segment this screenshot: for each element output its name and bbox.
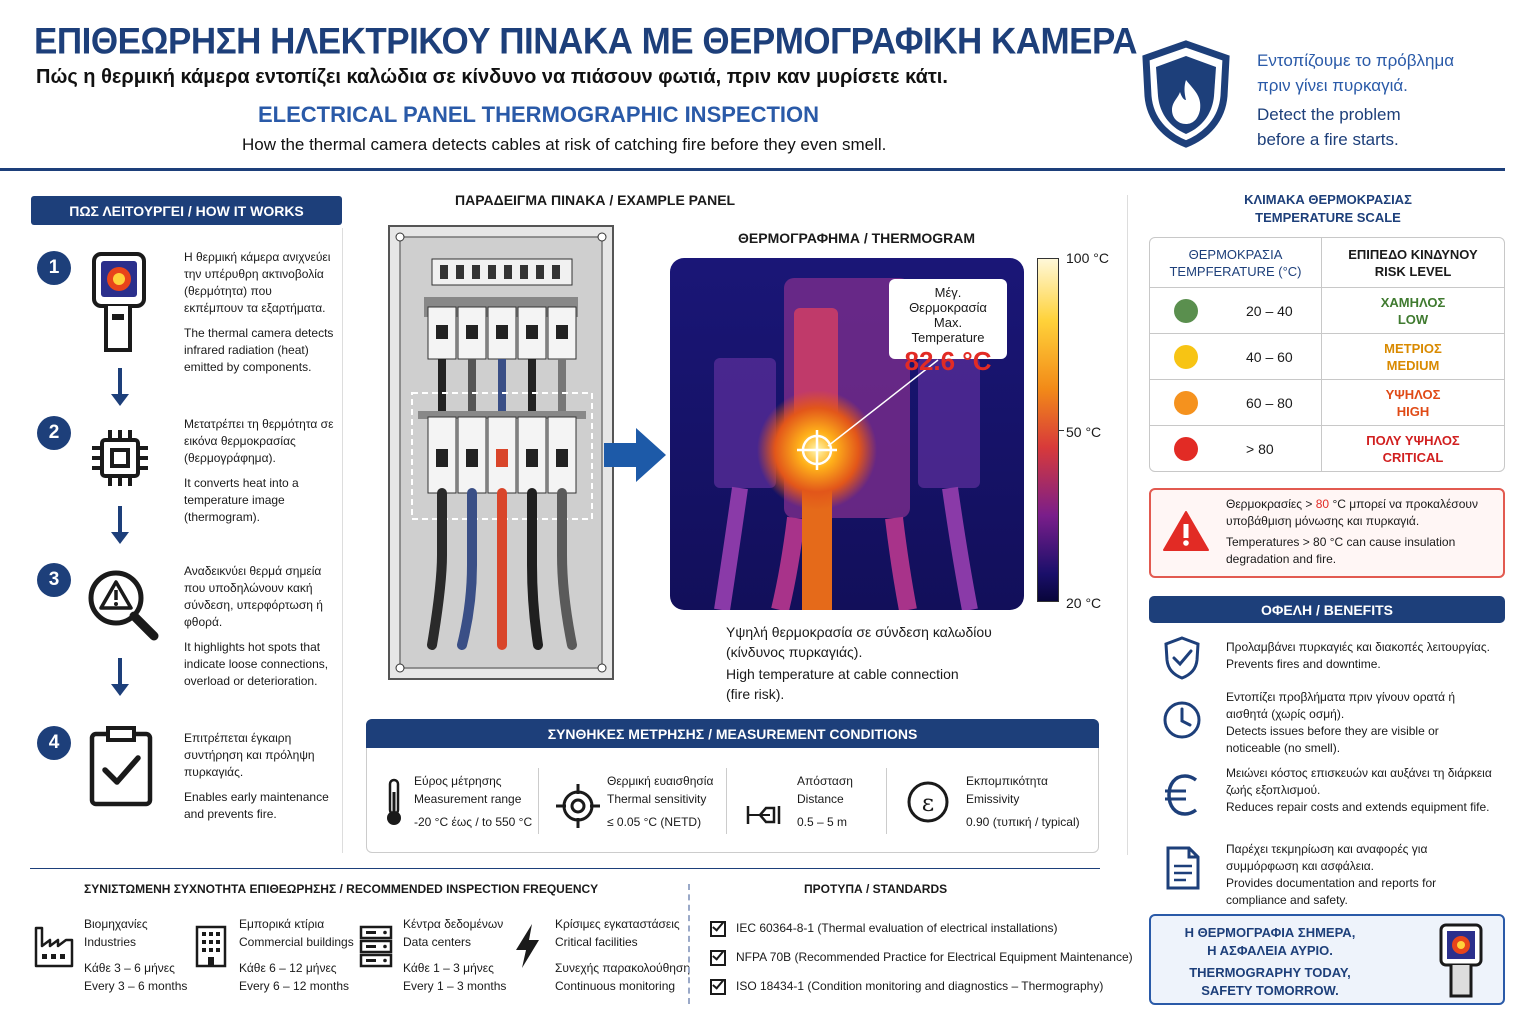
- scale-col-temp-en: TEMPFERATURE (°C): [1169, 264, 1302, 279]
- slogan-gr-2: Η ΑΣΦΑΛΕΙΑ ΑΥΡΙΟ.: [1207, 943, 1333, 958]
- freq-commercial-en: Commercial buildings: [239, 935, 354, 949]
- risk-level-gr: ΠΟΛΥ ΥΨΗΛΟΣ: [1366, 433, 1460, 448]
- condition-emissivity-en: Emissivity: [966, 792, 1020, 806]
- condition-distance-gr: Απόσταση: [797, 774, 853, 788]
- max-temp-value: 82.6 °C: [904, 346, 992, 376]
- factory-icon: [34, 924, 74, 968]
- color-bar-bottom-label: 20 °C: [1066, 595, 1102, 611]
- condition-emissivity-gr: Εκπομπικότητα: [966, 774, 1048, 788]
- slogan-gr-1: Η ΘΕΡΜΟΓΡΑΦΙΑ ΣΗΜΕΡΑ,: [1184, 925, 1356, 940]
- main-subtitle: Πώς η θερμική κάμερα εντοπίζει καλώδια σε κίνδυνο να πιάσουν φωτιά, πριν καν μυρίσετε κάτι.: [36, 66, 948, 88]
- distance-icon: [746, 804, 782, 826]
- section-dashed-divider: [688, 884, 690, 1004]
- freq-commercial-gr: Εμπορικά κτίρια: [239, 917, 325, 931]
- arrow-right-icon: [602, 426, 668, 484]
- condition-sensitivity-en: Thermal sensitivity: [607, 792, 707, 806]
- temperature-scale-table: [1149, 237, 1505, 472]
- condition-emissivity-value: 0.90 (τυπική / typical): [966, 815, 1080, 829]
- temperature-color-bar: [1037, 258, 1059, 602]
- standard-item-iso: ISO 18434-1 (Condition monitoring and diagnostics – Thermography): [736, 979, 1104, 993]
- freq-industries-en: Industries: [84, 935, 137, 949]
- scale-row: [1150, 380, 1504, 426]
- shield-check-icon: [1163, 636, 1201, 680]
- english-subtitle: How the thermal camera detects cables at risk of catching fire before they even smell.: [242, 135, 887, 154]
- condition-sensitivity-gr: Θερμική ευαισθησία: [607, 774, 714, 788]
- risk-level-en: CRITICAL: [1382, 450, 1444, 465]
- scale-row: [1150, 288, 1504, 334]
- scale-row: [1150, 334, 1504, 380]
- frequency-heading: ΣΥΝΙΣΤΩΜΕΝΗ ΣΥΧΝΟΤΗΤΑ ΕΠΙΘΕΩΡΗΣΗΣ / RECOMMENDED INSPECTION FREQUENCY: [84, 882, 599, 896]
- freq-critical-value-gr: Συνεχής παρακολούθηση: [555, 961, 691, 975]
- checkbox-icon: [710, 979, 726, 995]
- condition-distance-value: 0.5 – 5 m: [797, 815, 848, 829]
- checkbox-icon: [710, 921, 726, 937]
- tagline-gr-2: πριν γίνει πυρκαγιά.: [1257, 76, 1408, 95]
- step-4-number: 4: [37, 726, 71, 760]
- color-bar-top-label: 100 °C: [1066, 250, 1109, 266]
- freq-industries-value-gr: Κάθε 3 – 6 μήνες: [84, 961, 175, 975]
- warning-triangle-icon: [1162, 510, 1210, 552]
- risk-level-gr: ΧΑΜΗΛΟΣ: [1380, 295, 1446, 310]
- freq-industries-gr: Βιομηχανίες: [84, 917, 148, 931]
- benefit-1-gr: Προλαμβάνει πυρκαγιές και διακοπές λειτουργίας.: [1226, 640, 1490, 654]
- scale-row: [1150, 426, 1504, 472]
- euro-icon: [1164, 774, 1200, 816]
- risk-color-dot: [1174, 437, 1198, 461]
- conditions-heading: ΣΥΝΘΗΚΕΣ ΜΕΤΡΗΣΗΣ / MEASUREMENT CONDITIONS: [366, 719, 1099, 748]
- scale-col-risk-en: RISK LEVEL: [1374, 264, 1452, 279]
- step-arrow-1: [118, 368, 122, 396]
- step-1-text-gr: Η θερμική κάμερα ανιχνεύει την υπέρυθρη ακτινοβολία (θερμότητα) που εκπέμπουν τα εξαρτήματα.: [184, 250, 331, 315]
- epsilon-icon: [906, 780, 950, 824]
- warning-magnifier-icon: [86, 568, 160, 642]
- scale-range: 60 – 80: [1246, 394, 1293, 411]
- step-2-number: 2: [37, 416, 71, 450]
- thermogram-heading: ΘΕΡΜΟΓΡΑΦΗΜΑ / THERMOGRAM: [738, 230, 976, 246]
- condition-range-gr: Εύρος μέτρησης: [414, 774, 502, 788]
- step-3-number: 3: [37, 563, 71, 597]
- tagline-gr-1: Εντοπίζουμε το πρόβλημα: [1257, 51, 1455, 70]
- tagline-en-2: before a fire starts.: [1257, 130, 1399, 149]
- step-1-text-en: The thermal camera detects infrared radiation (heat) emitted by components.: [184, 326, 334, 374]
- step-2-text-gr: Μετατρέπει τη θερμότητα σε εικόνα θερμοκρασίας (θερμογράφημα).: [184, 417, 334, 465]
- condition-range-en: Measurement range: [414, 792, 522, 806]
- scale-range: 20 – 40: [1246, 302, 1293, 319]
- left-column-divider: [342, 228, 343, 853]
- checkbox-icon: [710, 950, 726, 966]
- building-icon: [194, 924, 228, 968]
- benefit-2-en: Detects issues before they are visible or noticeable (no smell).: [1226, 724, 1439, 755]
- english-title: ELECTRICAL PANEL THERMOGRAPHIC INSPECTION: [258, 102, 820, 127]
- warning-text-gr: Θερμοκρασίες > 80 °C μπορεί να προκαλέσουν υποβάθμιση μόνωσης και πυρκαγιά.: [1226, 497, 1478, 528]
- condition-sensitivity-value: ≤ 0.05 °C (NETD): [607, 815, 702, 829]
- header-divider: [0, 168, 1505, 171]
- standards-heading: ΠΡΟΤΥΠΑ / STANDARDS: [804, 882, 948, 896]
- step-2-text-en: It converts heat into a temperature image (thermogram).: [184, 476, 299, 524]
- slogan-en-2: SAFETY TOMORROW.: [1201, 983, 1339, 998]
- benefit-3-en: Reduces repair costs and extends equipment fife.: [1226, 800, 1490, 814]
- thermogram-caption-gr-2: (κίνδυνος πυρκαγιάς).: [726, 644, 863, 660]
- benefit-4-en: Provides documentation and reports for compliance and safety.: [1226, 876, 1437, 907]
- shield-fire-icon: [1140, 40, 1232, 148]
- step-3-text-en: It highlights hot spots that indicate loose connections, overload or deterioration.: [184, 640, 329, 688]
- risk-level-en: MEDIUM: [1386, 358, 1440, 373]
- lightning-icon: [512, 922, 542, 970]
- risk-level-gr: ΥΨΗΛΟΣ: [1385, 387, 1441, 402]
- color-bar-mid-label: 50 °C: [1066, 424, 1102, 440]
- step-4-text-en: Enables early maintenance and prevents fire.: [184, 790, 329, 821]
- scale-range: > 80: [1246, 441, 1274, 457]
- svg-text:ε: ε: [921, 789, 935, 817]
- document-icon: [1165, 846, 1201, 890]
- main-title: ΕΠΙΘΕΩΡΗΣΗ ΗΛΕΚΤΡΙΚΟΥ ΠΙΝΑΚΑ ΜΕ ΘΕΡΜΟΓΡΑΦΙΚΗ ΚΑΜΕΡΑ: [34, 21, 1138, 62]
- max-temp-label-en: Max. Temperature: [911, 315, 985, 345]
- freq-commercial-value-gr: Κάθε 6 – 12 μήνες: [239, 961, 337, 975]
- electrical-panel-illustration: [388, 225, 614, 680]
- step-arrow-3: [118, 658, 122, 686]
- server-icon: [358, 924, 394, 968]
- risk-level-gr: ΜΕΤΡΙΟΣ: [1384, 341, 1442, 356]
- step-1-number: 1: [37, 251, 71, 285]
- standard-item-nfpa: NFPA 70B (Recommended Practice for Electrical Equipment Maintenance): [736, 950, 1133, 964]
- scale-col-temp-gr: ΘΕΡΜΟΚΡΑΣΙΑ: [1188, 247, 1283, 262]
- risk-level-en: LOW: [1397, 312, 1429, 327]
- step-4-text-gr: Επιτρέπεται έγκαιρη συντήρηση και πρόληψη πυρκαγιάς.: [184, 731, 315, 779]
- risk-level-en: HIGH: [1396, 404, 1430, 419]
- freq-critical-gr: Κρίσιμες εγκαταστάσεις: [555, 917, 680, 931]
- freq-critical-en: Critical facilities: [555, 935, 638, 949]
- tagline-en-1: Detect the problem: [1257, 105, 1401, 124]
- freq-industries-value-en: Every 3 – 6 months: [84, 979, 188, 993]
- benefit-4-gr: Παρέχει τεκμηρίωση και αναφορές για συμμόρφωση και ασφάλεια.: [1226, 842, 1428, 873]
- thermogram-caption-en-1: High temperature at cable connection: [726, 666, 959, 682]
- example-panel-heading: ΠΑΡΑΔΕΙΓΜΑ ΠΙΝΑΚΑ / EXAMPLE PANEL: [455, 192, 736, 208]
- benefit-2-gr: Εντοπίζει προβλήματα πριν γίνουν ορατά ή αισθητά (χωρίς οσμή).: [1226, 690, 1456, 721]
- freq-datacenters-value-en: Every 1 – 3 months: [403, 979, 507, 993]
- scale-heading-gr: ΚΛΙΜΑΚΑ ΘΕΡΜΟΚΡΑΣΙΑΣ: [1244, 192, 1412, 207]
- slogan-en-1: THERMOGRAPHY TODAY,: [1189, 965, 1351, 980]
- scale-heading-en: TEMPERATURE SCALE: [1255, 210, 1401, 225]
- warning-text-en: Temperatures > 80 °C can cause insulation degradation and fire.: [1226, 535, 1456, 566]
- clock-icon: [1162, 700, 1202, 740]
- benefits-heading: ΟΦΕΛΗ / BENEFITS: [1149, 596, 1505, 623]
- benefit-1-en: Prevents fires and downtime.: [1226, 657, 1381, 671]
- freq-datacenters-en: Data centers: [403, 935, 472, 949]
- condition-range-value: -20 °C έως / to 550 °C: [414, 815, 533, 829]
- thermal-camera-icon: [88, 250, 150, 356]
- processor-chip-icon: [90, 428, 150, 488]
- thermogram-caption-gr-1: Υψηλή θερμοκρασία σε σύνδεση καλωδίου: [726, 624, 992, 640]
- thermometer-icon: [382, 778, 406, 828]
- step-arrow-2: [118, 506, 122, 534]
- how-it-works-heading: ΠΩΣ ΛΕΙΤΟΥΡΓΕΙ / HOW IT WORKS: [31, 196, 342, 225]
- thermal-camera-small-icon: [1438, 922, 1484, 1000]
- freq-datacenters-value-gr: Κάθε 1 – 3 μήνες: [403, 961, 494, 975]
- scale-col-risk-gr: ΕΠΙΠΕΔΟ ΚΙΝΔΥΝΟΥ: [1348, 247, 1478, 262]
- freq-datacenters-gr: Κέντρα δεδομένων: [403, 917, 504, 931]
- benefit-3-gr: Μειώνει κόστος επισκευών και αυξάνει τη διάρκεια ζωής εξοπλισμού.: [1226, 766, 1492, 797]
- standard-item-iec: IEC 60364-8-1 (Thermal evaluation of electrical installations): [736, 921, 1058, 935]
- risk-color-dot: [1174, 345, 1198, 369]
- crosshair-icon: [556, 784, 600, 828]
- condition-distance-en: Distance: [797, 792, 844, 806]
- risk-color-dot: [1174, 391, 1198, 415]
- freq-critical-value-en: Continuous monitoring: [555, 979, 676, 993]
- freq-commercial-value-en: Every 6 – 12 months: [239, 979, 350, 993]
- max-temp-label-gr: Μέγ. Θερμοκρασία: [909, 285, 987, 315]
- scale-range: 40 – 60: [1246, 348, 1293, 365]
- risk-color-dot: [1174, 299, 1198, 323]
- clipboard-check-icon: [88, 724, 154, 808]
- step-3-text-gr: Αναδεικνύει θερμά σημεία που υποδηλώνουν κακή σύνδεση, υπερφόρτωση ή φθορά.: [184, 564, 323, 629]
- thermogram-caption-en-2: (fire risk).: [726, 686, 785, 702]
